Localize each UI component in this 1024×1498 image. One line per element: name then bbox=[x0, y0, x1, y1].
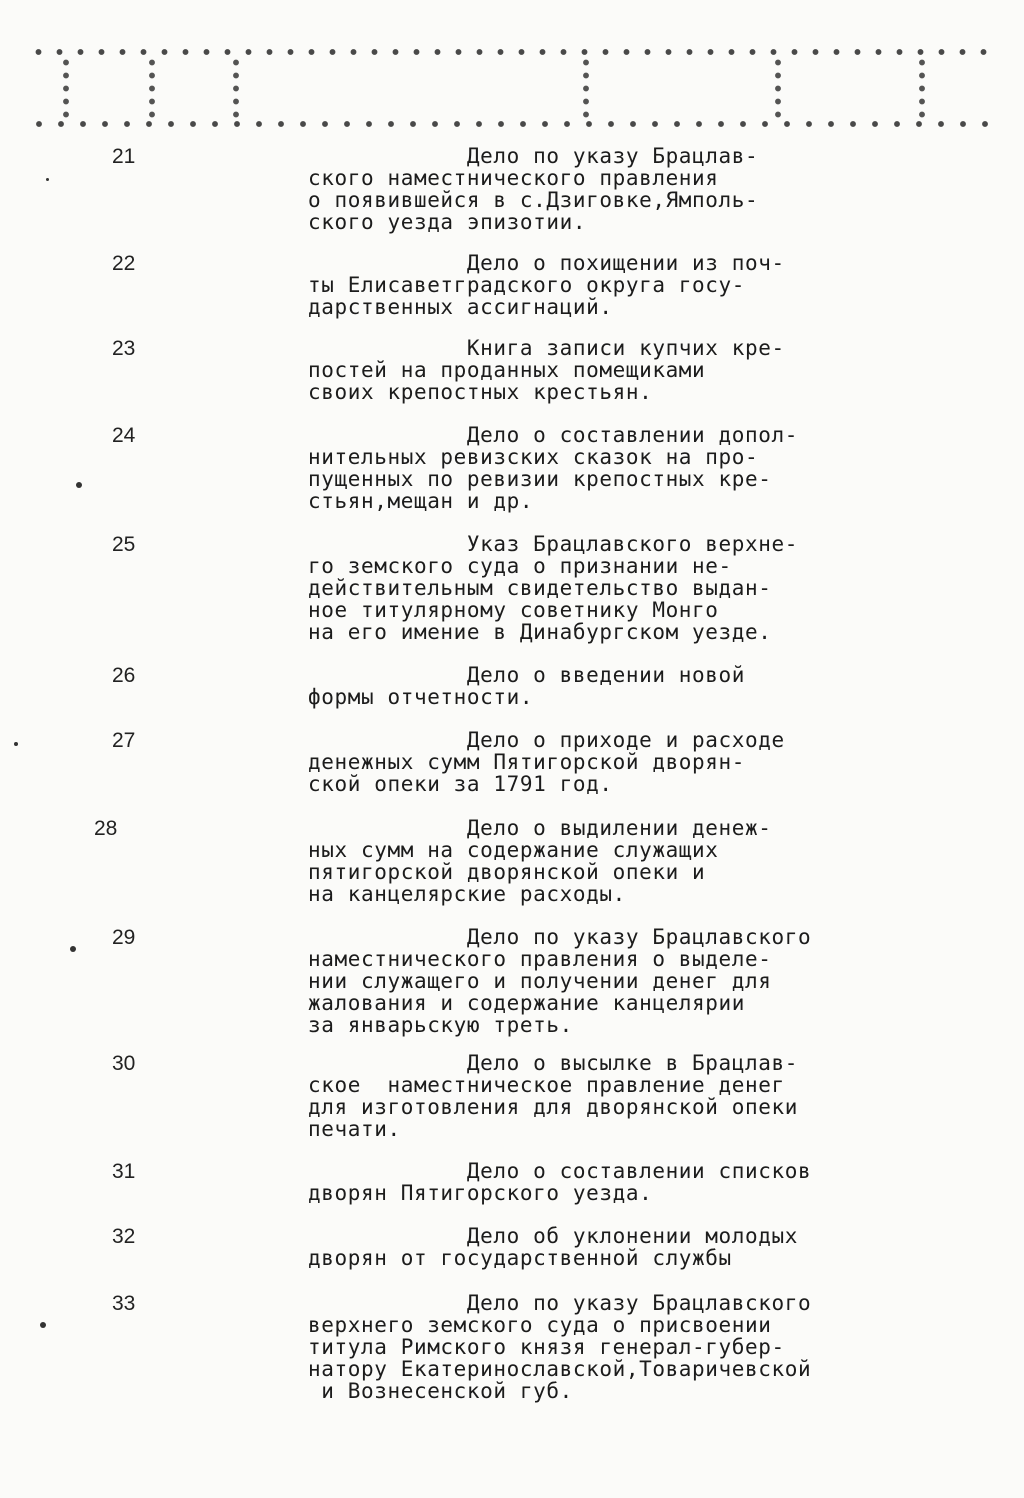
entry-description: Дело о введении новой формы отчетности. bbox=[308, 663, 746, 709]
ink-speck bbox=[40, 1322, 46, 1328]
ink-speck bbox=[14, 742, 18, 746]
entry-number: 26 bbox=[112, 664, 136, 687]
entry-description: Дело об уклонении молодых дворян от государственной службы bbox=[308, 1224, 798, 1270]
ink-speck bbox=[46, 178, 49, 181]
ink-speck bbox=[76, 482, 82, 488]
entry-description: Книга записи купчих кре- постей на проданных помещиками своих крепостных крестьян. bbox=[308, 336, 785, 404]
entry-number: 24 bbox=[112, 424, 136, 447]
ink-speck bbox=[70, 946, 76, 952]
entry-number: 30 bbox=[112, 1052, 136, 1075]
entry-description: Дело по указу Брацлавского наместнического правления о выделе- нии служащего и получении денег для жалования и содержание канцелярии за январьскую треть. bbox=[308, 925, 812, 1037]
entry-description: Дело о высылке в Брацлав- ское наместническое правление денег для изготовления для дворянской опеки печати. bbox=[308, 1051, 798, 1141]
header-column-divider bbox=[774, 56, 782, 120]
header-dotted-rule-bottom bbox=[28, 120, 998, 128]
entry-description: Дело по указу Брацлавского верхнего земского суда о присвоении титула Римского князя генерал-губер- натору Екатеринославской,Товаричевской и Вознесенской губ. bbox=[308, 1291, 812, 1403]
entry-description: Дело о выдилении денеж- ных сумм на содержание служащих пятигорской дворянской опеки и на канцелярские расходы. bbox=[308, 816, 772, 906]
entry-number: 29 bbox=[112, 926, 136, 949]
entry-description: Дело по указу Брацлав- ского наместнического правления о появившейся в с.Дзиговке,Ямполь- ского уезда эпизотии. bbox=[308, 144, 759, 234]
entry-number: 21 bbox=[112, 145, 136, 168]
entry-number: 27 bbox=[112, 729, 136, 752]
entry-number: 22 bbox=[112, 252, 136, 275]
entry-number: 33 bbox=[112, 1292, 136, 1315]
entry-description: Дело о составлении допол- нительных ревизских сказок на про- пущенных по ревизии крепостных кре- стьян,мещан и др. bbox=[308, 423, 798, 513]
header-dotted-rule-top bbox=[28, 48, 998, 56]
header-column-divider bbox=[232, 56, 240, 120]
entry-description: Дело о приходе и расходе денежных сумм Пятигорской дворян- ской опеки за 1791 год. bbox=[308, 728, 785, 796]
entry-number: 31 bbox=[112, 1160, 136, 1183]
entry-description: Дело о похищении из поч- ты Елисаветградского округа госу- дарственных ассигнаций. bbox=[308, 251, 785, 319]
header-column-divider bbox=[62, 56, 70, 120]
header-column-divider bbox=[582, 56, 590, 120]
entry-number: 32 bbox=[112, 1225, 136, 1248]
entry-number: 25 bbox=[112, 533, 136, 556]
entry-number: 23 bbox=[112, 337, 136, 360]
header-column-divider bbox=[918, 56, 926, 120]
entry-description: Дело о составлении списков дворян Пятигорского уезда. bbox=[308, 1159, 812, 1205]
entry-number: 28 bbox=[94, 817, 118, 840]
entry-description: Указ Брацлавского верхне- го земского суда о признании не- действительным свидетельство выдан- ное титулярному советнику Монго на его имение в Динабургском уезде. bbox=[308, 532, 798, 644]
header-column-divider bbox=[148, 56, 156, 120]
